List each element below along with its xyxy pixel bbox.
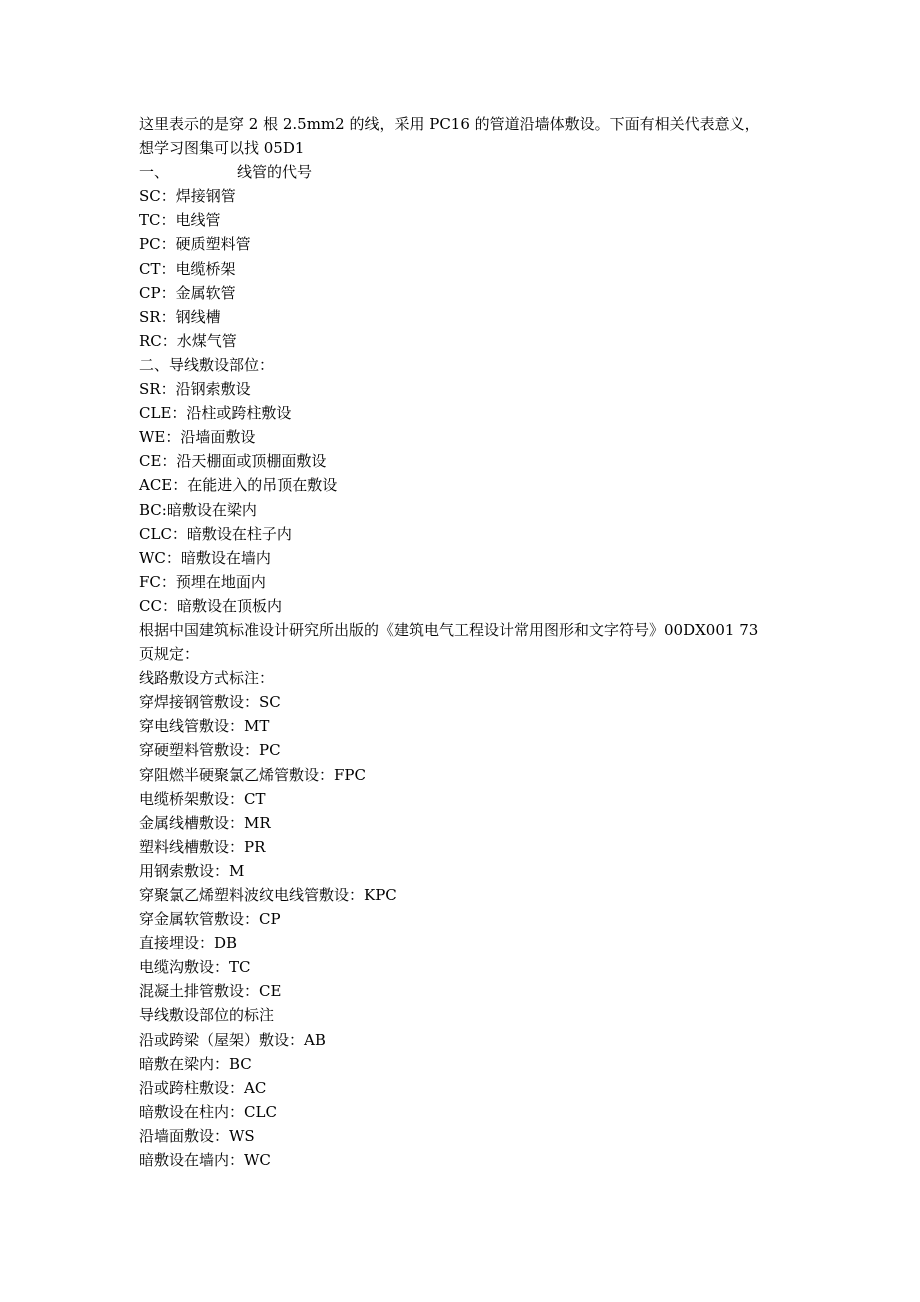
location-code-item: WC：暗敷设在墙内 xyxy=(139,548,271,567)
section-heading: 二、导线敷设部位： xyxy=(139,355,275,374)
position-item: 沿或跨柱敷设：AC xyxy=(139,1078,267,1097)
section-title: 线管的代号 xyxy=(237,163,313,182)
laying-method-item: 穿硬塑料管敷设：PC xyxy=(139,741,281,760)
conduit-code-item: SR：钢线槽 xyxy=(139,307,221,326)
conduit-code-item: PC：硬质塑料管 xyxy=(139,235,251,254)
laying-method-item: 穿阻燃半硬聚氯乙烯管敷设：FPC xyxy=(139,765,366,784)
location-code-item: CE：沿天棚面或顶棚面敷设 xyxy=(139,452,327,471)
location-code-item: WE：沿墙面敷设 xyxy=(139,428,256,447)
position-item: 沿墙面敷设：WS xyxy=(139,1126,255,1145)
position-item: 暗敷设在墙内：WC xyxy=(139,1151,271,1170)
position-item: 暗敷设在柱内：CLC xyxy=(139,1102,277,1121)
position-item: 沿或跨梁（屋架）敷设：AB xyxy=(139,1030,326,1049)
location-code-item: CC：暗敷设在顶板内 xyxy=(139,596,282,615)
laying-method-item: 穿电线管敷设：MT xyxy=(139,717,270,736)
laying-method-item: 混凝土排管敷设：CE xyxy=(139,982,282,1001)
section-heading: 导线敷设部位的标注 xyxy=(139,1006,275,1025)
laying-method-item: 电缆桥架敷设：CT xyxy=(139,789,266,808)
laying-method-item: 塑料线槽敷设：PR xyxy=(139,837,266,856)
laying-method-item: 穿焊接钢管敷设：SC xyxy=(139,693,281,712)
location-code-item: FC：预埋在地面内 xyxy=(139,572,266,591)
laying-method-item: 用钢索敷设：M xyxy=(139,861,245,880)
conduit-code-item: CT：电缆桥架 xyxy=(139,259,236,278)
document-body xyxy=(139,112,799,1172)
conduit-code-item: SC：焊接钢管 xyxy=(139,187,236,206)
section-heading: 线路敷设方式标注： xyxy=(139,669,275,688)
location-code-item: CLC：暗敷设在柱子内 xyxy=(139,524,292,543)
laying-method-item: 金属线槽敷设：MR xyxy=(139,813,271,832)
location-code-item: SR：沿钢索敷设 xyxy=(139,380,251,399)
location-code-item: ACE：在能进入的吊顶在敷设 xyxy=(139,476,338,495)
intro-line: 想学习图集可以找 05D1 xyxy=(139,139,305,158)
laying-method-item: 电缆沟敷设：TC xyxy=(139,958,251,977)
location-code-item: BC:暗敷设在梁内 xyxy=(139,500,257,519)
reference-line: 页规定： xyxy=(139,645,200,664)
intro-line: 这里表示的是穿 2 根 2.5mm2 的线，采用 PC16 的管道沿墙体敷设。下面有相关代表意义， xyxy=(139,115,760,133)
laying-method-item: 穿聚氯乙烯塑料波纹电线管敷设：KPC xyxy=(139,886,397,904)
conduit-code-item: CP：金属软管 xyxy=(139,283,236,302)
laying-method-item: 穿金属软管敷设：CP xyxy=(139,910,281,929)
conduit-code-item: TC：电线管 xyxy=(139,211,221,230)
position-item: 暗敷在梁内：BC xyxy=(139,1054,252,1073)
conduit-code-item: RC：水煤气管 xyxy=(139,331,237,350)
location-code-item: CLE：沿柱或跨柱敷设 xyxy=(139,404,292,423)
laying-method-item: 直接埋设：DB xyxy=(139,934,238,953)
reference-line: 根据中国建筑标准设计研究所出版的《建筑电气工程设计常用图形和文字符号》00DX001 73 xyxy=(139,620,759,639)
section-number: 一、 xyxy=(139,163,170,182)
section-heading xyxy=(139,160,799,184)
